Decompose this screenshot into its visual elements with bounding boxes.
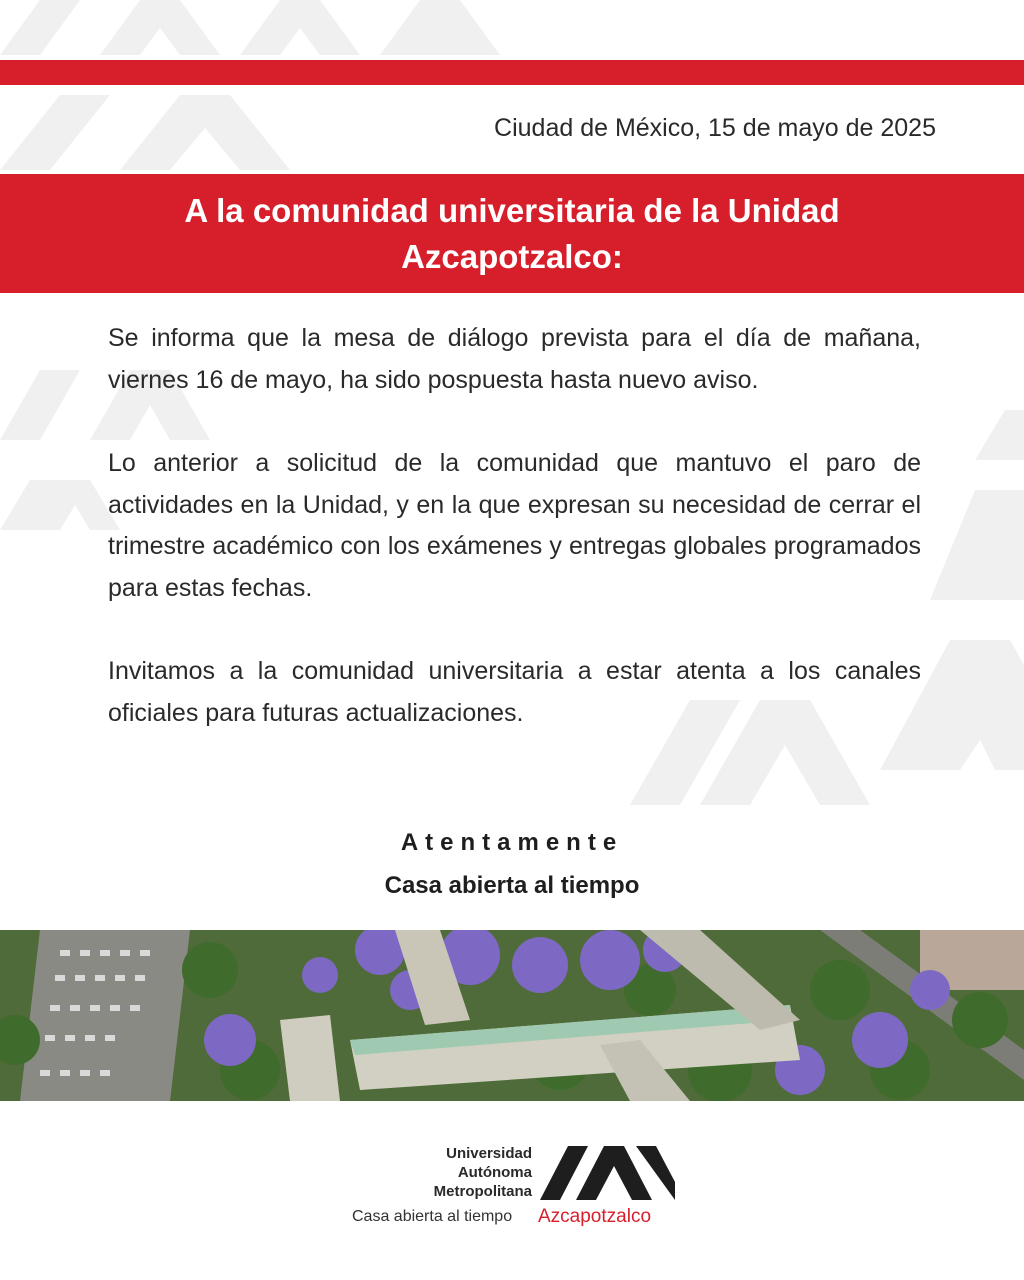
notice-body (108, 318, 921, 776)
uam-logo (340, 1140, 690, 1240)
campus-aerial-photo (0, 930, 1024, 1101)
page-title: A la comunidad universitaria de la Unidad Azcapotzalco: (184, 191, 840, 275)
paragraph-1: Se informa que la mesa de diálogo prevista para el día de mañana, viernes 16 de mayo, ha sido pospuesta hasta nuevo aviso. (108, 324, 921, 394)
closing-block (0, 824, 1024, 910)
uam-name-block (352, 1144, 532, 1201)
uam-logo-icon (540, 1142, 675, 1202)
paragraph-3: Invitamos a la comunidad universitaria a estar atenta a los canales oficiales para futuras actualizaciones. (108, 657, 921, 727)
top-red-bar (0, 60, 1024, 85)
date-line: Ciudad de México, 15 de mayo de 2025 (494, 114, 936, 142)
uam-unit-name: Azcapotzalco (538, 1206, 652, 1227)
uam-name-line1: Universidad (446, 1145, 532, 1162)
uam-name-line2: Autónoma (457, 1164, 532, 1181)
paragraph-2: Lo anterior a solicitud de la comunidad que mantuvo el paro de actividades en la Unidad, y en la que expresan su necesidad de cerrar el trimestre académico con los exámenes y entregas globales programados para estas fechas. (108, 449, 921, 602)
title-banner (0, 174, 1024, 293)
uam-motto: Casa abierta al tiempo (352, 1208, 513, 1225)
closing-motto: Casa abierta al tiempo (384, 872, 640, 899)
uam-name-line3: Metropolitana (433, 1183, 532, 1200)
closing-salutation: Atentamente (400, 829, 624, 856)
